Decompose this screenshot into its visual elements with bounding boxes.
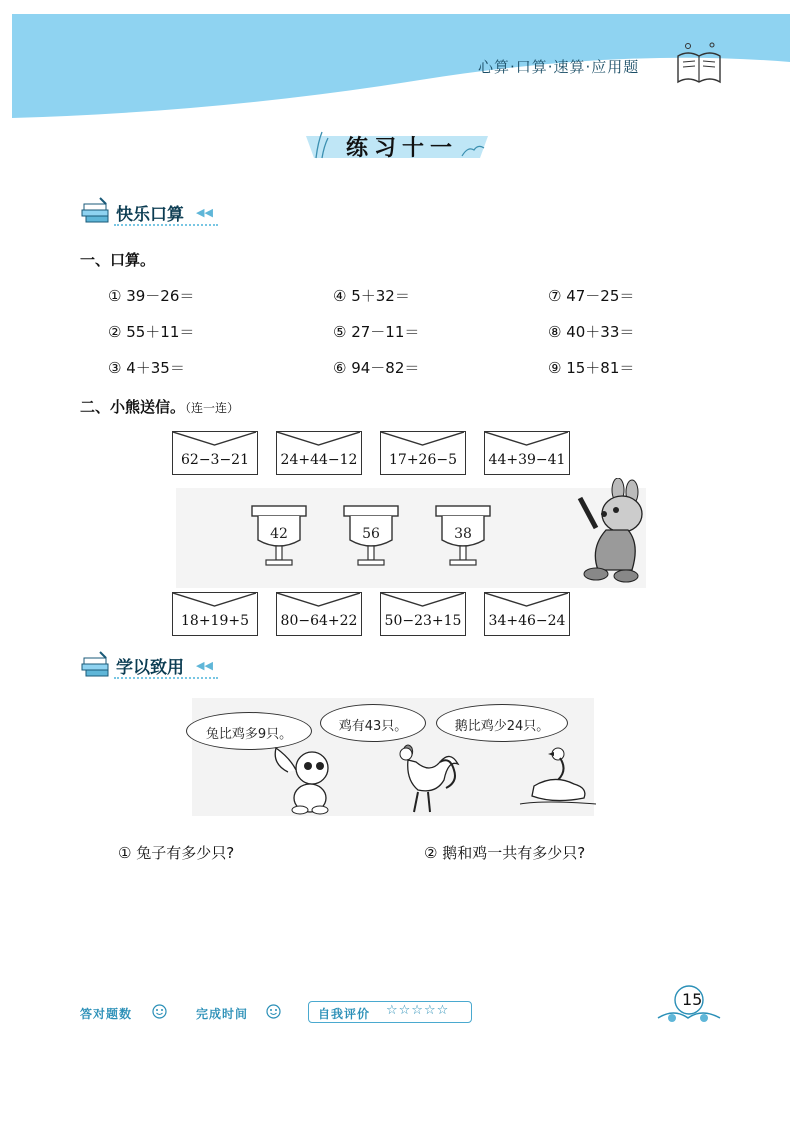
question-2-note: （连一连） (185, 401, 240, 415)
oral-calc-item: ⑦ 47－25＝ (548, 287, 635, 305)
smiley-icon (266, 1004, 281, 1019)
oral-calc-item: ④ 5＋32＝ (333, 287, 410, 305)
speech-bubble-chicken (320, 704, 426, 742)
oral-calc-item: ⑧ 40＋33＝ (548, 323, 635, 341)
word-problem-2: ② 鹅和鸡一共有多少只? (424, 844, 586, 862)
oral-calc-item: ⑤ 27－11＝ (333, 323, 420, 341)
mailbox[interactable] (432, 502, 494, 572)
envelope-expression: 62−3−21 (181, 452, 249, 468)
envelope-bottom[interactable] (276, 592, 362, 636)
book-icon (674, 40, 724, 86)
envelope-expression: 80−64+22 (280, 613, 358, 629)
section-title-xueyi-zhiyong: 学以致用 (116, 658, 184, 678)
smiley-icon (152, 1004, 167, 1019)
envelope-flap (485, 432, 568, 446)
envelope-top[interactable] (172, 431, 258, 475)
rooster-illustration (388, 740, 460, 818)
envelope-flap (173, 593, 256, 607)
rabbit-illustration (268, 744, 340, 816)
page-number: 15 (682, 990, 703, 1009)
envelope-expression: 24+44−12 (280, 452, 358, 468)
self-eval-label: 自我评价 (318, 1007, 371, 1021)
envelope-flap (381, 432, 464, 446)
goose-illustration (514, 744, 598, 810)
mailbox-number: 56 (362, 526, 380, 542)
series-title: 心算·口算·速算·应用题 (478, 58, 640, 76)
envelope-expression: 17+26−5 (389, 452, 457, 468)
envelope-bottom[interactable] (172, 592, 258, 636)
mailbox[interactable] (248, 502, 310, 572)
envelope-top[interactable] (276, 431, 362, 475)
envelope-flap (485, 593, 568, 607)
envelope-flap (277, 432, 360, 446)
books-icon (80, 196, 112, 224)
envelope-flap (173, 432, 256, 446)
section-underline (114, 224, 218, 226)
section-title-kuaile-kousuan: 快乐口算 (116, 205, 184, 225)
envelope-expression: 34+46−24 (488, 613, 566, 629)
bubble-text: 兔比鸡多9只。 (205, 727, 293, 742)
bubble-text: 鹅比鸡少24只。 (454, 719, 550, 734)
envelope-expression: 50−23+15 (384, 613, 462, 629)
question-2-heading-text: 二、小熊送信。 (80, 398, 186, 416)
section-arrows-icon: ◀◀ (196, 206, 213, 219)
oral-calc-item: ⑨ 15＋81＝ (548, 359, 635, 377)
envelope-flap (277, 593, 360, 607)
envelope-bottom[interactable] (484, 592, 570, 636)
bear-illustration (566, 478, 652, 584)
oral-calc-item: ② 55＋11＝ (108, 323, 195, 341)
lesson-title: 练习十一 (346, 136, 459, 161)
envelope-expression: 44+39−41 (488, 452, 566, 468)
rating-stars[interactable]: ☆☆☆☆☆ (386, 1003, 450, 1018)
books-icon (80, 650, 112, 678)
speech-bubble-goose (436, 704, 568, 742)
oral-calc-item: ③ 4＋35＝ (108, 359, 185, 377)
section-arrows-icon: ◀◀ (196, 659, 213, 672)
oral-calc-item: ⑥ 94－82＝ (333, 359, 420, 377)
section-underline (114, 677, 218, 679)
envelope-top[interactable] (484, 431, 570, 475)
envelope-top[interactable] (380, 431, 466, 475)
mailbox-number: 42 (270, 526, 288, 542)
word-problem-1: ① 兔子有多少只? (118, 844, 235, 862)
envelope-expression: 18+19+5 (181, 613, 249, 629)
bubble-text: 鸡有43只。 (338, 719, 408, 734)
time-label: 完成时间 (196, 1007, 249, 1021)
correct-count-label: 答对题数 (80, 1007, 133, 1021)
mailbox[interactable] (340, 502, 402, 572)
envelope-bottom[interactable] (380, 592, 466, 636)
mailbox-number: 38 (454, 526, 472, 542)
oral-calc-item: ① 39－26＝ (108, 287, 195, 305)
question-2-heading (80, 396, 239, 417)
envelope-flap (381, 593, 464, 607)
question-1-heading: 一、口算。 (80, 251, 156, 269)
